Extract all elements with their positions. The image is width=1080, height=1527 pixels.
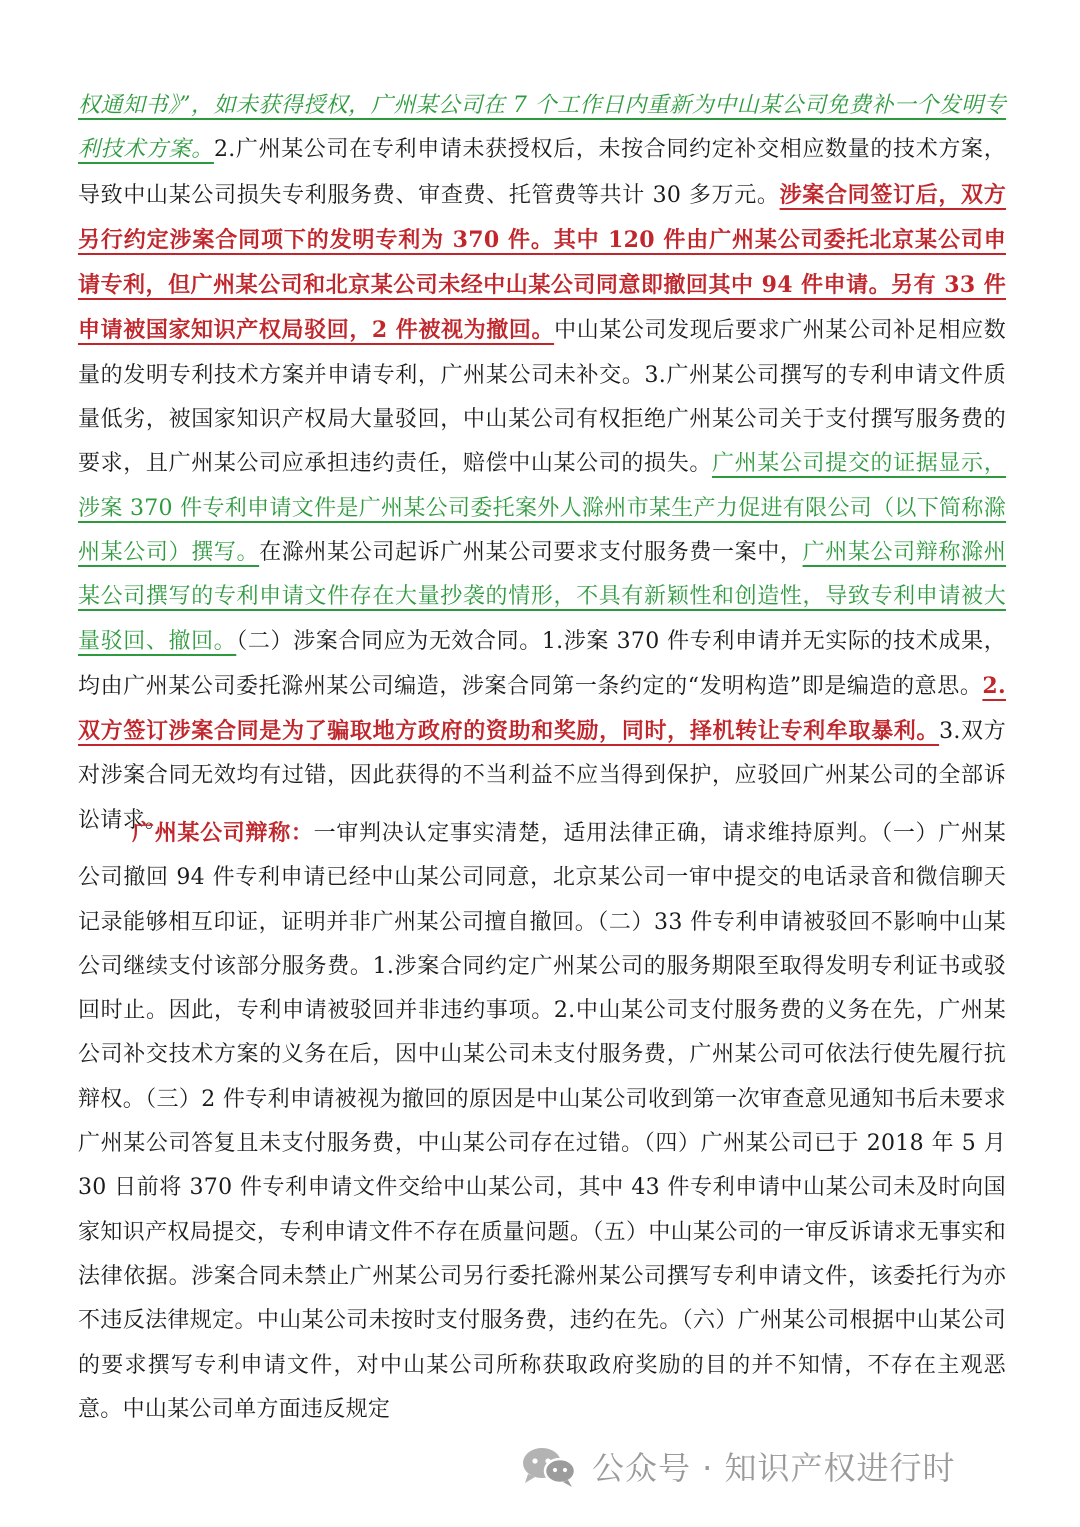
body-sentence: 3.双方对涉案合同无效均有过错，因此获得的不当利益不应当得到保护，应驳回广州某公司的全部诉讼请求。 xyxy=(78,719,1006,833)
highlight-red-sentence: 涉案合同签订后，双方另行约定涉案合同项下的发明专利为 370 件。 xyxy=(78,181,1006,253)
speaker-label: 广州某公司辩称： xyxy=(132,820,314,846)
highlight-green-sentence: 广州某公司辩称滁州某公司撰写的专利申请文件存在大量抄袭的情形，不具有新颖性和创造性，导致专利申请被大量驳回、撤回。 xyxy=(78,539,1007,654)
body-sentence: 2.广州某公司在专利申请未获授权后，未按合同约定补交相应数量的技术方案，导致中山某公司损失专利服务费、审查费、托管费等共计 30 多万元。 xyxy=(78,137,1006,208)
body-sentence: （二）涉案合同应为无效合同。1.涉案 370 件专利申请并无实际的技术成果，均由广州某公司委托滁州某公司编造，涉案合同第一条约定的“发明构造”即是编造的意思。 xyxy=(78,628,1006,699)
body-sentence: 一审判决认定事实清楚，适用法律正确，请求维持原判。（一）广州某公司撤回 94 件专利申请已经中山某公司同意，北京某公司一审中提交的电话录音和微信聊天记录能够相互印证，证明并非广州某公司擅自撤回。（二）33 件专利申请被驳回不影响中山某公司继续支付该部分服务费。1.涉案合同约定广州某公司的服务期限至取得发明专利证书或驳回时止。因此，专利申请被驳回并非违约事项。2.中山某公司支付服务费的义务在先，广州某公司补交技术方案的义务在后，因中山某公司未支付服务费，广州某公司可依法行使先履行抗辩权。（三）2 件专利申请被视为撤回的原因是中山某公司收到第一次审查意见通知书后未要求广州某公司答复且未支付服务费，中山某公司存在过错。（四）广州某公司已于 2018 年 5 月 30 日前将 370 件专利申请文件交给中山某公司，其中 43 件专利申请中山某公司未及时向国家知识产权局提交，专利申请文件不存在质量问题。（五）中山某公司的一审反诉请求无事实和法律依据。涉案合同未禁止广州某公司另行委托滁州某公司撰写专利申请文件，该委托行为亦不违反法律规定。中山某公司未按时支付服务费，违约在先。（六）广州某公司根据中山某公司的要求撰写专利申请文件，对中山某公司所称获取政府奖励的目的并不知情，不存在主观恶意。中山某公司单方面违反规定 xyxy=(78,821,1006,1422)
highlight-red-sentence: 其中 120 件由广州某公司委托北京某公司申请专利，但广州某公司和北京某公司未经中山某公司同意即撤回其中 94 件申请。另有 33 件申请被国家知识产权局驳回，2 件被视为撤回。 xyxy=(78,226,1006,344)
watermark-text: 公众号 · 知识产权进行时 xyxy=(592,1449,956,1487)
wechat-icon xyxy=(518,1443,580,1489)
highlight-green-sentence: 权通知书》”，如未获得授权，广州某公司在 7 个工作日内重新为中山某公司免费补一个发明专利技术方案。 xyxy=(78,93,1006,163)
body-sentence: 中山某公司发现后要求广州某公司补足相应数量的发明专利技术方案并申请专利，广州某公司未补交。3.广州某公司撰写的专利申请文件质量低劣，被国家知识产权局大量驳回，中山某公司有权拒绝广州某公司关于支付撰写服务费的要求，且广州某公司应承担违约责任，赔偿中山某公司的损失。 xyxy=(78,318,1006,477)
paragraph-appellant-claims xyxy=(78,84,1006,843)
paragraph-respondent-defense xyxy=(78,811,1006,1432)
body-sentence: 在滁州某公司起诉广州某公司要求支付服务费一案中， xyxy=(259,539,803,565)
highlight-red-sentence: 2.双方签订涉案合同是为了骗取地方政府的资助和奖励，同时，择机转让专利牟取暴利。 xyxy=(78,672,1006,745)
highlight-green-sentence: 广州某公司提交的证据显示，涉案 370 件专利申请文件是广州某公司委托案外人滁州市某生产力促进有限公司（以下简称滁州某公司）撰写。 xyxy=(78,451,1006,565)
wechat-watermark xyxy=(518,1442,956,1490)
